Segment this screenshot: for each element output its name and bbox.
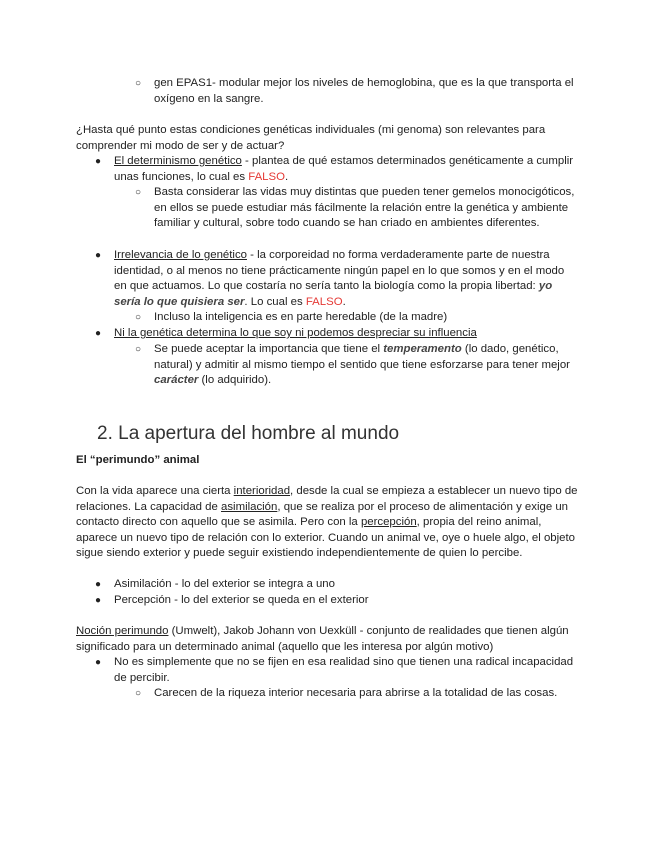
subsection-title: El “perimundo” animal (76, 454, 200, 466)
determinismo-text: - plantea de qué estamos determinados genéticamente a cumplir unas funciones, lo cual es (114, 155, 574, 183)
nocion-paragraph (76, 624, 580, 655)
caracter-term: carácter (154, 374, 199, 387)
ni-genetica-sub-b: (lo dado, genético, natural) y admitir al mismo tiempo el sentido que tiene esforzarse para tener mejor (154, 343, 570, 371)
asimilacion-term: asimilación (221, 500, 278, 513)
determinismo-end: . (284, 170, 289, 183)
bullet-marker: ● (95, 595, 102, 606)
irrelevancia-text2: . Lo cual es (244, 295, 306, 308)
determinismo-verdict: FALSO (248, 170, 285, 183)
bullet-marker: ● (95, 328, 102, 339)
irrelevancia-term: Irrelevancia de lo genético (114, 249, 247, 261)
section-title: 2. La apertura del hombre al mundo (97, 423, 400, 444)
irrelevancia-verdict: FALSO (305, 295, 343, 308)
irrelevancia-text: - la corporeidad no forma verdaderamente parte de nuestra identidad, o al menos no tiene prácticamente ningún papel en lo que somos y en el modo en que actuamos. Lo que costaría no sería tanto la biología como la propia libertad: (114, 249, 565, 293)
irrelevancia-item (114, 248, 580, 310)
sub-bullet-marker: ○ (135, 688, 142, 699)
para1-a: Con la vida aparece una cierta (76, 485, 234, 497)
nocion-subitem: Carecen de la riqueza interior necesaria para abrirse a la totalidad de las cosas. (154, 687, 558, 699)
percepcion-item: Percepción - lo del exterior se queda en el exterior (114, 594, 369, 606)
sub-bullet-marker: ○ (135, 78, 142, 89)
determinismo-item (114, 154, 580, 185)
irrelevancia-subitem: Incluso la inteligencia es en parte heredable (de la madre) (154, 311, 448, 323)
bullet-marker: ● (95, 579, 102, 590)
nocion-text: (Umwelt), Jakob Johann von Uexküll - conjunto de realidades que tienen algún significado para un determinado animal (aquello que les interesa por algún motivo) (76, 625, 569, 653)
para1-b: , desde la cual se empieza a establecer un nuevo tipo de relaciones. La capacidad de (76, 485, 578, 513)
interioridad-term: interioridad (233, 485, 291, 497)
temperamento-term: temperamento (383, 343, 462, 355)
ni-genetica-subitem (154, 342, 584, 389)
para1-d: , propia del reino animal, aparece un nuevo tipo de relación con lo exterior. Cuando un animal ve, oye o huele algo, el objeto sigue siendo exterior y puede seguir existiendo independientemente de quien lo percibe. (76, 516, 575, 560)
bullet-marker: ● (95, 657, 102, 668)
ni-genetica-item (114, 326, 580, 342)
nocion-item: No es simplemente que no se fijen en esa realidad sino que tienen una radical incapacidad de percibir. (114, 656, 574, 684)
gene-item: gen EPAS1- modular mejor los niveles de hemoglobina, que es la que transporta el oxígeno en la sangre. (154, 77, 574, 105)
para1-c: , que se realiza por el proceso de alimentación y exige un contacto directo con aquello que se asimila. Pero con la (76, 500, 568, 529)
determinismo-term: El determinismo genético (114, 155, 242, 167)
perimundo-paragraph (76, 484, 580, 562)
sub-bullet-marker: ○ (135, 344, 142, 355)
question-paragraph: ¿Hasta qué punto estas condiciones genéticas individuales (mi genoma) son relevantes para comprender mi modo de ser y de actuar? (76, 124, 546, 152)
sub-bullet-marker: ○ (135, 312, 142, 323)
percepcion-term: percepción (360, 516, 417, 529)
ni-genetica-sub-a: Se puede aceptar la importancia que tiene el (154, 343, 384, 355)
irrelevancia-end: . (342, 295, 346, 308)
ni-genetica-term: Ni la genética determina lo que soy ni podemos despreciar su influencia (114, 327, 477, 339)
bullet-marker: ● (95, 156, 102, 167)
ni-genetica-sub-c: (lo adquirido). (198, 374, 272, 387)
determinismo-subitem: Basta considerar las vidas muy distintas que pueden tener gemelos monocigóticos, en ellos se puede estudiar más fácilmente la relación entre la genética y ambiente familiar y cultural, sobre todo cuando se han criado en ambientes diferentes. (154, 186, 575, 230)
sub-bullet-marker: ○ (135, 187, 142, 198)
asimilacion-item: Asimilación - lo del exterior se integra a uno (114, 578, 335, 590)
bullet-marker: ● (95, 250, 102, 261)
nocion-term: Noción perimundo (76, 625, 169, 637)
irrelevancia-quote: yo sería lo que quisiera ser (114, 280, 553, 308)
